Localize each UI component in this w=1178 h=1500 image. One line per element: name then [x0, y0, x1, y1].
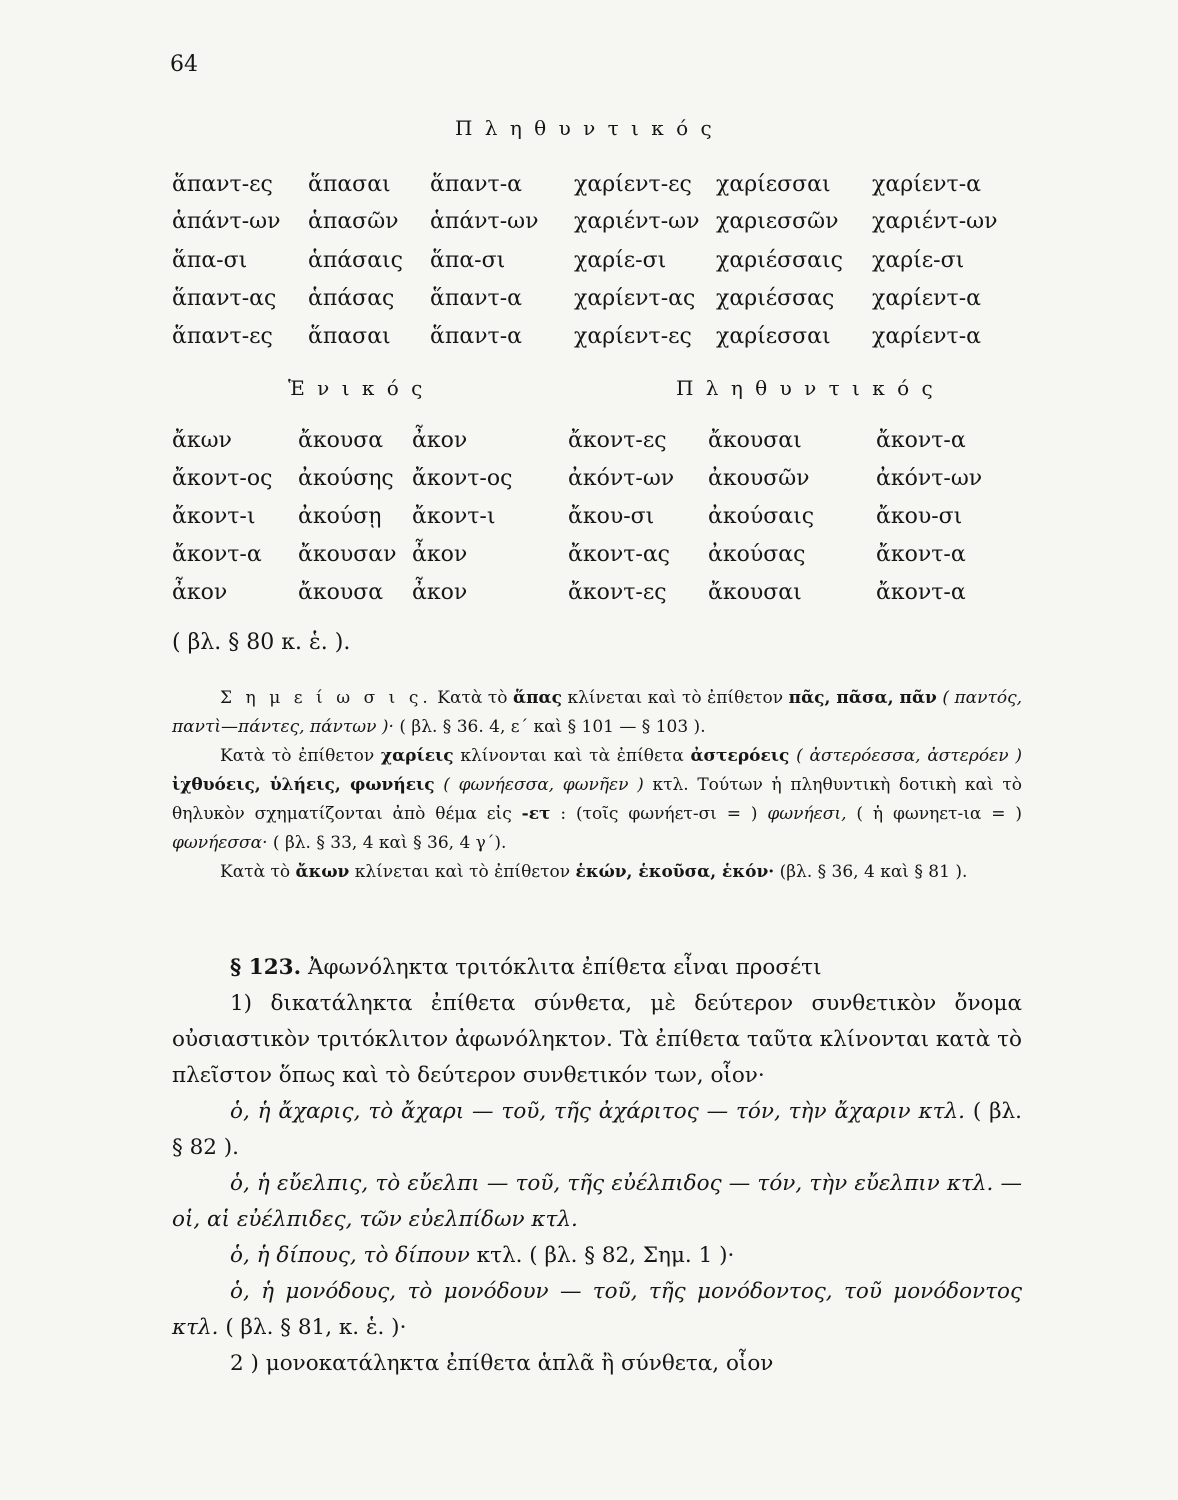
word: -ετ	[521, 804, 551, 824]
text: ὁ, ἡ μονόδους, τὸ μονόδουν — τοῦ, τῆς μονόδοντος, τοῦ μονόδοντος κτλ.	[172, 1279, 1022, 1340]
table-cell: ἄκουσα	[298, 428, 384, 453]
table-cell: χαρίεντ-α	[872, 172, 981, 197]
text: : (τοῖς φωνήετ-σι = )	[560, 804, 758, 824]
plural-heading-2: Π λ η θ υ ν τ ι κ ό ς	[676, 376, 936, 400]
table-cell: ἀκούσης	[298, 466, 394, 491]
table-cell: ἀκούσας	[708, 542, 806, 567]
text: Ἀφωνόληκτα τριτόκλιτα ἐπίθετα εἶναι προσέτι	[307, 955, 822, 980]
table-cell: ἄκοντ-ες	[568, 580, 667, 605]
table-reference: ( βλ. § 80 κ. ἑ. ).	[172, 630, 351, 655]
table-cell: ἄκοντ-ες	[568, 428, 667, 453]
text: ὁ, ἡ δίπους, τὸ δίπουν	[230, 1243, 470, 1268]
word: ἅπας	[513, 688, 562, 708]
table-cell: ἅπαντ-α	[430, 324, 523, 349]
table-cell: ἅπαντ-α	[430, 172, 523, 197]
note-block	[172, 684, 1022, 887]
table-cell: ἄκου-σι	[568, 504, 655, 529]
table-cell: ἄκουσαι	[708, 580, 802, 605]
table-cell: ἁπάσαις	[308, 248, 403, 273]
table-cell: ἄκουσαι	[708, 428, 802, 453]
section-123	[172, 950, 1022, 1382]
table-cell: ἅπασαι	[308, 324, 391, 349]
note-paragraph-1	[172, 684, 1022, 742]
table-cell: χαριέσσαις	[716, 248, 843, 273]
text: κλίνονται καὶ τὰ ἐπίθετα	[460, 746, 684, 766]
word: ἰχθυόεις, ὑλήεις, φωνήεις	[172, 775, 435, 795]
text: ( βλ. § 36. 4, ε΄ καὶ § 101 — § 103 ).	[399, 717, 706, 737]
plural-heading: Π λ η θ υ ν τ ι κ ό ς	[455, 116, 715, 140]
table-cell: ἆκον	[412, 542, 468, 567]
text: κτλ. ( βλ. § 82, Σημ. 1 )·	[476, 1243, 735, 1268]
table-cell: ἅπασαι	[308, 172, 391, 197]
word: πᾶς, πᾶσα, πᾶν	[788, 688, 937, 708]
note-paragraph-2	[172, 742, 1022, 858]
table-cell: ἁπάντ-ων	[172, 209, 281, 234]
table-cell: ἀκόντ-ων	[876, 466, 983, 491]
table-cell: ἄκοντ-ας	[568, 542, 671, 567]
text: Κατὰ τὸ ἐπίθετον	[220, 746, 375, 766]
table-cell: χαριέσσας	[716, 286, 835, 311]
table-cell: ἄκοντ-ος	[172, 466, 273, 491]
text: Κατὰ τὸ	[220, 862, 291, 882]
table-cell: ἄκοντ-α	[876, 428, 966, 453]
text: ὁ, ἡ ἄχαρις, τὸ ἄχαρι — τοῦ, τῆς ἀχάριτος — τόν, τὴν ἄχαριν κτλ.	[230, 1099, 965, 1124]
table-cell: ἅπαντ-ες	[172, 172, 273, 197]
example-4	[172, 1274, 1022, 1346]
table-cell: ἄκοντ-ος	[412, 466, 513, 491]
table-cell: ἄκοντ-α	[172, 542, 262, 567]
section-number: § 123.	[230, 955, 302, 980]
text: κλίνεται καὶ τὸ ἐπίθετον	[567, 688, 784, 708]
example-3	[172, 1238, 1022, 1274]
table-cell: ἅπα-σι	[430, 248, 506, 273]
table-cell: ἄκουσαν	[298, 542, 397, 567]
singular-heading: Ἑ ν ι κ ό ς	[288, 376, 426, 400]
table-cell: χαριέντ-ων	[574, 209, 700, 234]
table-cell: ἁπάντ-ων	[430, 209, 539, 234]
table-cell: ἄκοντ-ι	[412, 504, 496, 529]
table-cell: ἅπαντ-ες	[172, 324, 273, 349]
table-cell: ἄκοντ-α	[876, 580, 966, 605]
text: φωνήεσσα·	[172, 833, 268, 853]
word: ἀστερόεις	[690, 746, 790, 766]
table-cell: χαριεσσῶν	[716, 209, 839, 234]
section-paragraph-2: 2 ) μονοκατάληκτα ἐπίθετα ἁπλᾶ ἢ σύνθετα, οἷον	[230, 1351, 774, 1376]
word: χαρίεις	[380, 746, 454, 766]
table-cell: ἆκον	[412, 428, 468, 453]
table-cell: ἀκουσῶν	[708, 466, 810, 491]
word: ἄκων	[295, 862, 350, 882]
example-1	[172, 1094, 1022, 1166]
table-cell: ἅπαντ-α	[430, 286, 523, 311]
table-cell: χαρίεντ-ας	[574, 286, 696, 311]
text: ( παντός, παντὶ—πάντες, πάντων )·	[172, 688, 1023, 737]
table-cell: ἁπασῶν	[308, 209, 399, 234]
table-cell: χαρίε-σι	[574, 248, 667, 273]
table-cell: ἁπάσας	[308, 286, 395, 311]
text: ( βλ. § 81, κ. ἑ. )·	[225, 1315, 407, 1340]
table-cell: ἄκων	[172, 428, 232, 453]
table-cell: ἄκουσα	[298, 580, 384, 605]
table-cell: ἀκούσαις	[708, 504, 815, 529]
text: ( φωνήεσσα, φωνῆεν )	[443, 775, 644, 795]
table-cell: ἀκόντ-ων	[568, 466, 675, 491]
text: ( ἀστερόεσσα, ἀστερόεν )	[796, 746, 1022, 766]
table-cell: χαριέντ-ων	[872, 209, 998, 234]
table-cell: ἆκον	[172, 580, 228, 605]
note-paragraph-3	[172, 858, 1022, 887]
section-intro	[172, 950, 1022, 986]
table-cell: χαρίεντ-ες	[574, 172, 692, 197]
text: (βλ. § 36, 4 καὶ § 81 ).	[779, 862, 968, 882]
table-cell: ἅπα-σι	[172, 248, 248, 273]
text: φωνήεσι,	[767, 804, 847, 824]
table-cell: χαρίεσσαι	[716, 324, 831, 349]
table-cell: ἄκου-σι	[876, 504, 963, 529]
table-cell: ἄκοντ-ι	[172, 504, 256, 529]
text: κτλ. Τούτων ἡ πληθυντικὴ δοτικὴ καὶ τὸ θηλυκὸν σχηματίζονται ἀπὸ θέμα εἰς	[172, 775, 1023, 824]
word: ἑκών, ἑκοῦσα, ἑκόν·	[575, 862, 775, 882]
text: ( βλ. § 82 ).	[172, 1099, 1022, 1160]
table-cell: χαρίεντ-ες	[574, 324, 692, 349]
text: κλίνεται καὶ τὸ ἐπίθετον	[354, 862, 571, 882]
table-cell: ἆκον	[412, 580, 468, 605]
text: ( βλ. § 33, 4 καὶ § 36, 4 γ΄).	[272, 833, 507, 853]
text: ( ἡ φωνηετ-ια = )	[856, 804, 1022, 824]
table-cell: ἅπαντ-ας	[172, 286, 277, 311]
table-cell: χαρίεσσαι	[716, 172, 831, 197]
table-cell: χαρίε-σι	[872, 248, 965, 273]
text: Κατὰ τὸ	[437, 688, 508, 708]
table-cell: χαρίεντ-α	[872, 286, 981, 311]
page-number: 64	[170, 52, 198, 77]
table-cell: χαρίεντ-α	[872, 324, 981, 349]
example-2: ὁ, ἡ εὔελπις, τὸ εὔελπι — τοῦ, τῆς εὐέλπιδος — τόν, τὴν εὔελπιν κτλ. — οἱ, αἱ εὐέλπιδες, τῶν εὐελπίδων κτλ.	[172, 1171, 1022, 1232]
section-paragraph-1: 1) δικατάληκτα ἐπίθετα σύνθετα, μὲ δεύτερον συνθετικὸν ὄνομα οὐσιαστικὸν τριτόκλιτον ἀφωνόληκτον. Τὰ ἐπίθετα ταῦτα κλίνονται κατὰ τὸ πλεῖστον ὅπως καὶ τὸ δεύτερον συνθετικόν των, οἷον·	[172, 991, 1022, 1088]
table-cell: ἀκούσῃ	[298, 504, 382, 529]
table-cell: ἄκοντ-α	[876, 542, 966, 567]
note-label: Σ η μ ε ί ω σ ι ς.	[220, 688, 432, 708]
